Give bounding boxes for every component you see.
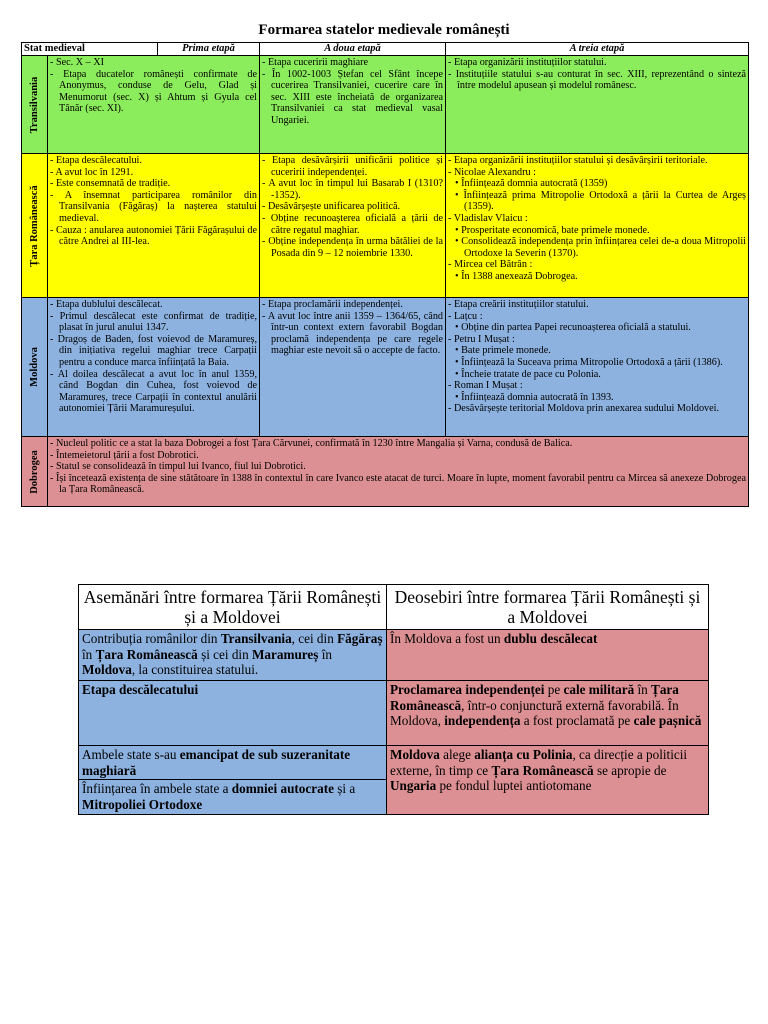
text-run: alege [439, 747, 475, 762]
text-line: - Etapa descălecatului. [50, 155, 142, 166]
text-run: și a [333, 781, 356, 797]
bullet-item: • Înființează prima Mitropolie Ortodoxă a țării la Curtea de Argeș (1359). [455, 189, 747, 213]
bullet-item: • Prosperitate economică, bate primele monede. [455, 224, 650, 236]
bold-text: Maramureș [251, 646, 319, 662]
bold-text: Moldova [82, 662, 132, 678]
text-line: - A avut loc în 1291. [50, 166, 134, 178]
bold-text: domniei autocrate [231, 781, 334, 797]
comparison-row [79, 746, 709, 780]
bold-text: cale pașnică [633, 713, 702, 729]
similarity-cell [79, 780, 387, 815]
bold-text: dublu descălecat [503, 631, 598, 646]
cell-stage-2 [260, 298, 446, 437]
text-line: - Desăvârșește teritorial Moldova prin anexarea sudului Moldovei. [448, 403, 720, 415]
text-run: În Moldova a fost un [390, 631, 504, 646]
text-run: a fost proclamată pe [520, 713, 634, 729]
text-line: - Își încetează existența de sine stătătoare în 1388 în contextul în care Ivanco este atacat de turci. Moare în lupte, moment favorabil pentru ca Mircea să anexeze Dobrogea la Țara Românească. [50, 472, 747, 496]
difference-cell [387, 630, 709, 681]
comparison-table [78, 584, 709, 815]
row-transilvania [22, 56, 749, 154]
cell-stage-3 [446, 56, 749, 154]
text-line: - Sec. X – XI [50, 57, 105, 68]
text-line: - Obține independența în urma bătăliei de la Posada din 9 – 12 noiembrie 1330. [262, 236, 444, 259]
difference-cell [387, 681, 709, 746]
bold-text: cale militară [563, 682, 635, 697]
bullet-item: • Înființează domnia autocrată (1359) [455, 178, 608, 190]
text-line: - Mircea cel Bătrân : [448, 259, 533, 271]
bullet-item: • Obține din partea Papei recunoașterea oficială a statului. [455, 322, 691, 334]
cell-stage-3 [446, 154, 749, 298]
cell-stage-1 [48, 298, 260, 437]
text-run: și cei din [197, 646, 252, 662]
cell-stage-3 [446, 298, 749, 437]
text-line: - Etapa proclamării independenței. [262, 299, 403, 310]
text-line: - A avut loc în timpul lui Basarab I (1310?-1352). [262, 178, 444, 201]
text-run: , cei din [291, 631, 338, 646]
bold-text: Ungaria [390, 778, 437, 794]
header-state: Stat medieval [22, 43, 158, 56]
bold-text: Țara Românească [491, 762, 594, 778]
text-line: - Dragoș de Baden, fost voievod de Maramureș, din inițiativa regelui maghiar trece Carpații pentru a conduce marca înființată la Baia. [50, 333, 258, 368]
text-line: - Întemeietorul țării a fost Dobrotici. [50, 449, 199, 461]
states-table-header [22, 43, 749, 56]
text-run: în [634, 682, 652, 697]
states-table [21, 42, 749, 507]
text-line: - Statul se consolidează în timpul lui Ivanco, fiul lui Dobrotici. [50, 461, 306, 473]
text-run: în [82, 646, 96, 662]
bullet-item: • Încheie tratate de pace cu Polonia. [455, 368, 601, 380]
text-line: - Etapa organizării instituțiilor statului și desăvârșirii teritoriale. [448, 155, 708, 166]
bold-text: Făgăraș [337, 631, 383, 646]
bold-text: Mitropoliei Ortodoxe [82, 796, 203, 812]
text-run: Înființarea în ambele state a [82, 781, 232, 797]
text-run: pe [544, 682, 564, 697]
text-run: , ca direcție a politicii externe, în timp ce [390, 747, 688, 778]
cell-stage-1 [48, 56, 260, 154]
text-line: - Etapa cuceririi maghiare [262, 57, 369, 68]
state-label: Dobrogea [22, 437, 48, 507]
state-label: Țara Românească [22, 154, 48, 298]
cell-dobrogea [48, 437, 749, 507]
row-moldova [22, 298, 749, 437]
text-run: Ambele state s-au [82, 747, 180, 762]
state-label: Transilvania [22, 56, 48, 154]
text-line: - Primul descălecat este confirmat de tradiție, plasat în jurul anului 1347. [50, 310, 258, 334]
state-label: Moldova [22, 298, 48, 437]
text-line: - Desăvârșește unificarea politică. [262, 201, 401, 213]
header-stage-2: A doua etapă [260, 43, 446, 56]
difference-cell [387, 746, 709, 815]
text-line: - Etapa creării instituțiilor statului. [448, 299, 589, 310]
text-line: - Etapa dublului descălecat. [50, 299, 163, 310]
bold-text: Țara Românească [390, 682, 679, 713]
cell-stage-1 [48, 154, 260, 298]
text-line: - A avut loc între anii 1359 – 1364/65, când într-un context extern favorabil Bogdan proclamă independența pe care regele maghiar este nevoit să o accepte de facto. [262, 310, 444, 357]
text-line: - Roman I Mușat : [448, 380, 523, 392]
text-run: se apropie de [593, 762, 667, 778]
text-line: - În 1002-1003 Ștefan cel Sfânt începe cucerirea Transilvaniei, cucerire care în sec. XIII este încheiată de organizarea Transilvaniei ca stat medieval vasal Ungariei. [262, 68, 444, 126]
text-run: pe fondul luptei antiotomane [436, 778, 592, 794]
similarity-cell [79, 746, 387, 780]
bullet-item: • Consolidează independența prin înființarea celei de-a doua Mitropolii Ortodoxe la Severin (1370). [455, 236, 747, 259]
text-run: , la constituirea statului. [131, 662, 259, 678]
bold-text: independența [444, 713, 521, 729]
row-dobrogea [22, 437, 749, 507]
text-line: - Obține recunoașterea oficială a țării de către regatul maghiar. [262, 212, 444, 236]
bold-text: Moldova [390, 747, 440, 762]
header-differences: Deosebiri între formarea Țării Românești și a Moldovei [387, 585, 709, 630]
text-line: - Nucleul politic ce a stat la baza Dobrogei a fost Țara Cărvunei, confirmată în 1230 între Mangalia și Varna, condusă de Balica. [50, 438, 573, 449]
bold-text: Țara Românească [95, 646, 198, 662]
page-title: Formarea statelor medievale românești [258, 22, 510, 38]
bold-text: alianța cu Polinia [474, 747, 573, 762]
bullet-item: • Bate primele monede. [455, 345, 551, 357]
text-line: - Lațcu : [448, 310, 483, 322]
text-run: Contribuția românilor din [82, 631, 221, 646]
text-line: - Nicolae Alexandru : [448, 166, 536, 178]
text-line: - Vladislav Vlaicu : [448, 212, 528, 224]
text-line: - Etapa ducatelor românești confirmate de Anonymus, conduse de Gelu, Glad și Menumorut (sec. X) și Ahtum și Gyula cel Tânăr (sec. XI). [50, 68, 258, 115]
header-similarities: Asemănări între formarea Țării Românești și a Moldovei [79, 585, 387, 630]
cell-stage-2 [260, 154, 446, 298]
bullet-item: • Înființează domnia autocrată în 1393. [455, 391, 614, 403]
text-line: - Cauza : anularea autonomiei Țării Făgărașului de către Andrei al III-lea. [50, 224, 258, 248]
header-stage-3: A treia etapă [446, 43, 749, 56]
comparison-header [79, 585, 709, 630]
text-line: - Petru I Mușat : [448, 333, 515, 345]
bold-text: Proclamarea independenței [390, 682, 545, 697]
text-line: - A însemnat participarea românilor din Transilvania (Făgăraș) la nașterea statului medieval. [50, 189, 258, 224]
text-line: - Etapa organizării instituțiilor statului. [448, 57, 607, 68]
text-line: - Instituțiile statului s-au conturat în sec. XIII, reprezentând o sinteză între modelul apusean și modelul românesc. [448, 68, 747, 92]
text-run: în [318, 646, 332, 662]
text-line: - Este consemnată de tradiție. [50, 178, 171, 190]
bold-text: Etapa descălecatului [82, 682, 199, 697]
text-line: - Al doilea descălecat a avut loc în anul 1359, când Bogdan din Cuhea, fost voievod de Maramureș, trece Carpații în contextul anulării autonomiei Țării Maramureșului. [50, 368, 258, 415]
cell-stage-2 [260, 56, 446, 154]
text-line: - Etapa desăvârșirii unificării politice și cuceririi independenței. [262, 155, 444, 178]
similarity-cell [79, 630, 387, 681]
comparison-row [79, 630, 709, 681]
text-run: , într-o conjunctură externă favorabilă. În Moldova, [390, 697, 679, 729]
similarity-cell [79, 681, 387, 746]
header-stage-1: Prima etapă [158, 43, 260, 56]
bold-text: Transilvania [220, 631, 292, 646]
row-tara-romaneasca [22, 154, 749, 298]
bullet-item: • În 1388 anexează Dobrogea. [455, 270, 578, 282]
comparison-row [79, 681, 709, 746]
bold-text: emancipat de sub suzeranitate maghiară [82, 747, 351, 778]
bullet-item: • Înființează la Suceava prima Mitropolie Ortodoxă a țării (1386). [455, 356, 723, 368]
